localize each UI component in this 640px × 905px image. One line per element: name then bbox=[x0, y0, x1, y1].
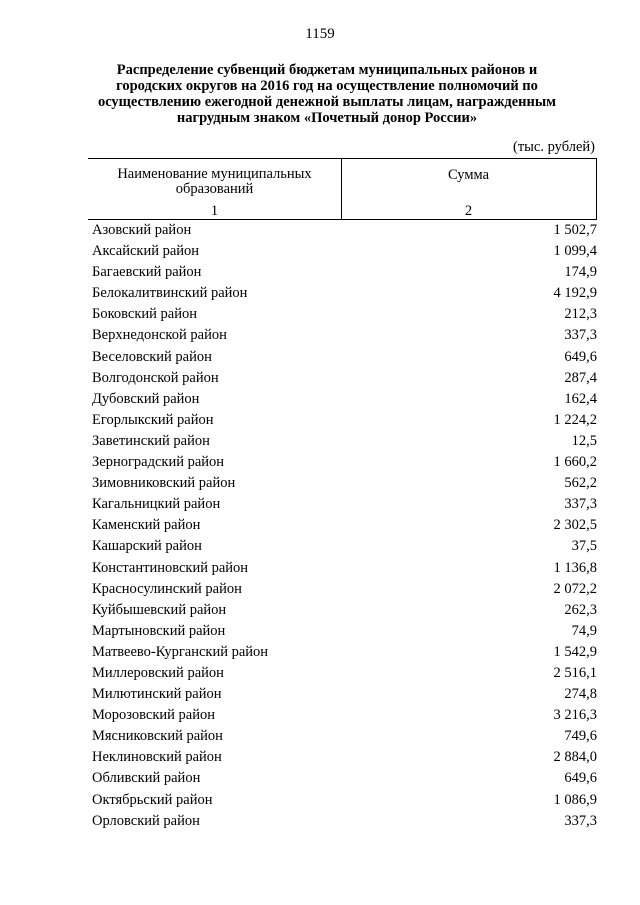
row-name: Каменский район bbox=[92, 517, 201, 534]
row-name: Дубовский район bbox=[92, 390, 200, 407]
row-value: 1 224,2 bbox=[553, 411, 597, 428]
row-name: Орловский район bbox=[92, 812, 200, 829]
table-row bbox=[0, 433, 640, 454]
table-row bbox=[0, 454, 640, 475]
row-name: Аксайский район bbox=[92, 243, 200, 260]
table-row bbox=[0, 792, 640, 813]
row-value: 562,2 bbox=[564, 475, 597, 492]
row-name: Константиновский район bbox=[92, 559, 249, 576]
title-line: Распределение субвенций бюджетам муниципальных районов и bbox=[116, 62, 538, 78]
table-row bbox=[0, 517, 640, 538]
row-name: Боковский район bbox=[92, 306, 197, 323]
row-name: Милютинский район bbox=[92, 686, 222, 703]
row-value: 2 884,0 bbox=[553, 749, 597, 766]
row-name: Белокалитвинский район bbox=[92, 285, 248, 302]
row-value: 649,6 bbox=[564, 348, 597, 365]
table-row bbox=[0, 349, 640, 370]
row-name: Верхнедонской район bbox=[92, 327, 227, 344]
header-name-line: образований bbox=[175, 181, 254, 197]
row-value: 174,9 bbox=[564, 264, 597, 281]
row-value: 37,5 bbox=[571, 538, 597, 555]
row-name: Морозовский район bbox=[92, 707, 216, 724]
row-value: 1 099,4 bbox=[553, 243, 597, 260]
row-name: Мясниковский район bbox=[92, 728, 223, 745]
row-name: Азовский район bbox=[92, 222, 192, 238]
table-row bbox=[0, 306, 640, 327]
row-value: 649,6 bbox=[564, 770, 597, 787]
table-row bbox=[0, 728, 640, 749]
row-name: Неклиновский район bbox=[92, 749, 222, 766]
row-value: 337,3 bbox=[564, 327, 597, 344]
table-row bbox=[0, 813, 640, 834]
row-value: 274,8 bbox=[564, 686, 597, 703]
row-name: Октябрьский район bbox=[92, 791, 213, 808]
row-name: Куйбышевский район bbox=[92, 601, 227, 618]
table-row bbox=[0, 581, 640, 602]
table-row bbox=[0, 370, 640, 391]
row-value: 2 072,2 bbox=[553, 580, 597, 597]
units-label: (тыс. рублей) bbox=[513, 139, 595, 155]
header-name-line: Наименование муниципальных bbox=[117, 166, 312, 182]
row-value: 1 136,8 bbox=[553, 559, 597, 576]
table-body bbox=[0, 222, 640, 834]
row-value: 4 192,9 bbox=[553, 285, 597, 302]
row-value: 287,4 bbox=[564, 369, 597, 386]
table-row bbox=[0, 475, 640, 496]
row-value: 2 516,1 bbox=[553, 664, 597, 681]
table-row bbox=[0, 243, 640, 264]
table-row bbox=[0, 327, 640, 348]
row-value: 162,4 bbox=[564, 390, 597, 407]
row-value: 3 216,3 bbox=[553, 707, 597, 724]
title-line: нагрудным знаком «Почетный донор России» bbox=[176, 110, 478, 126]
row-name: Волгодонской район bbox=[92, 369, 219, 386]
row-value: 262,3 bbox=[564, 601, 597, 618]
row-name: Егорлыкский район bbox=[92, 411, 214, 428]
row-name: Зимовниковский район bbox=[92, 475, 236, 492]
row-value: 212,3 bbox=[564, 306, 597, 323]
row-name: Зерноградский район bbox=[92, 454, 225, 471]
table-row bbox=[0, 496, 640, 517]
row-name: Матвеево-Курганский район bbox=[92, 643, 269, 660]
row-name: Заветинский район bbox=[92, 432, 210, 449]
table-row bbox=[0, 412, 640, 433]
row-value: 74,9 bbox=[571, 622, 597, 639]
row-name: Багаевский район bbox=[92, 264, 202, 281]
row-value: 337,3 bbox=[564, 496, 597, 513]
row-name: Красносулинский район bbox=[92, 580, 242, 597]
header-sum-column: Сумма bbox=[447, 167, 490, 183]
row-value: 1 660,2 bbox=[553, 454, 597, 471]
column-number-1: 1 bbox=[210, 203, 219, 219]
table-header bbox=[88, 158, 597, 220]
row-value: 1 086,9 bbox=[553, 791, 597, 808]
table-row bbox=[0, 749, 640, 770]
table-row bbox=[0, 285, 640, 306]
title-line: осуществлению ежегодной денежной выплаты лицам, награжденным bbox=[97, 94, 557, 110]
header-name-column bbox=[88, 167, 341, 197]
row-value: 1 502,7 bbox=[553, 222, 597, 238]
table-row bbox=[0, 602, 640, 623]
row-name: Миллеровский район bbox=[92, 664, 224, 681]
row-name: Мартыновский район bbox=[92, 622, 226, 639]
table-row bbox=[0, 538, 640, 559]
row-value: 2 302,5 bbox=[553, 517, 597, 534]
table-row bbox=[0, 222, 640, 243]
table-row bbox=[0, 665, 640, 686]
row-name: Кагальницкий район bbox=[92, 496, 221, 513]
document-title bbox=[82, 62, 572, 126]
table-row bbox=[0, 644, 640, 665]
table-row bbox=[0, 391, 640, 412]
column-number-2: 2 bbox=[464, 203, 473, 219]
table-row bbox=[0, 707, 640, 728]
title-line: городских округов на 2016 год на осуществление полномочий по bbox=[116, 78, 538, 94]
row-value: 1 542,9 bbox=[553, 643, 597, 660]
table-row bbox=[0, 560, 640, 581]
row-value: 12,5 bbox=[571, 432, 597, 449]
row-name: Обливский район bbox=[92, 770, 201, 787]
row-value: 749,6 bbox=[564, 728, 597, 745]
row-name: Веселовский район bbox=[92, 348, 212, 365]
row-value: 337,3 bbox=[564, 812, 597, 829]
row-name: Кашарский район bbox=[92, 538, 202, 555]
table-row bbox=[0, 623, 640, 644]
table-row bbox=[0, 264, 640, 285]
table-row bbox=[0, 686, 640, 707]
page-number: 1159 bbox=[305, 26, 335, 42]
table-row bbox=[0, 770, 640, 791]
